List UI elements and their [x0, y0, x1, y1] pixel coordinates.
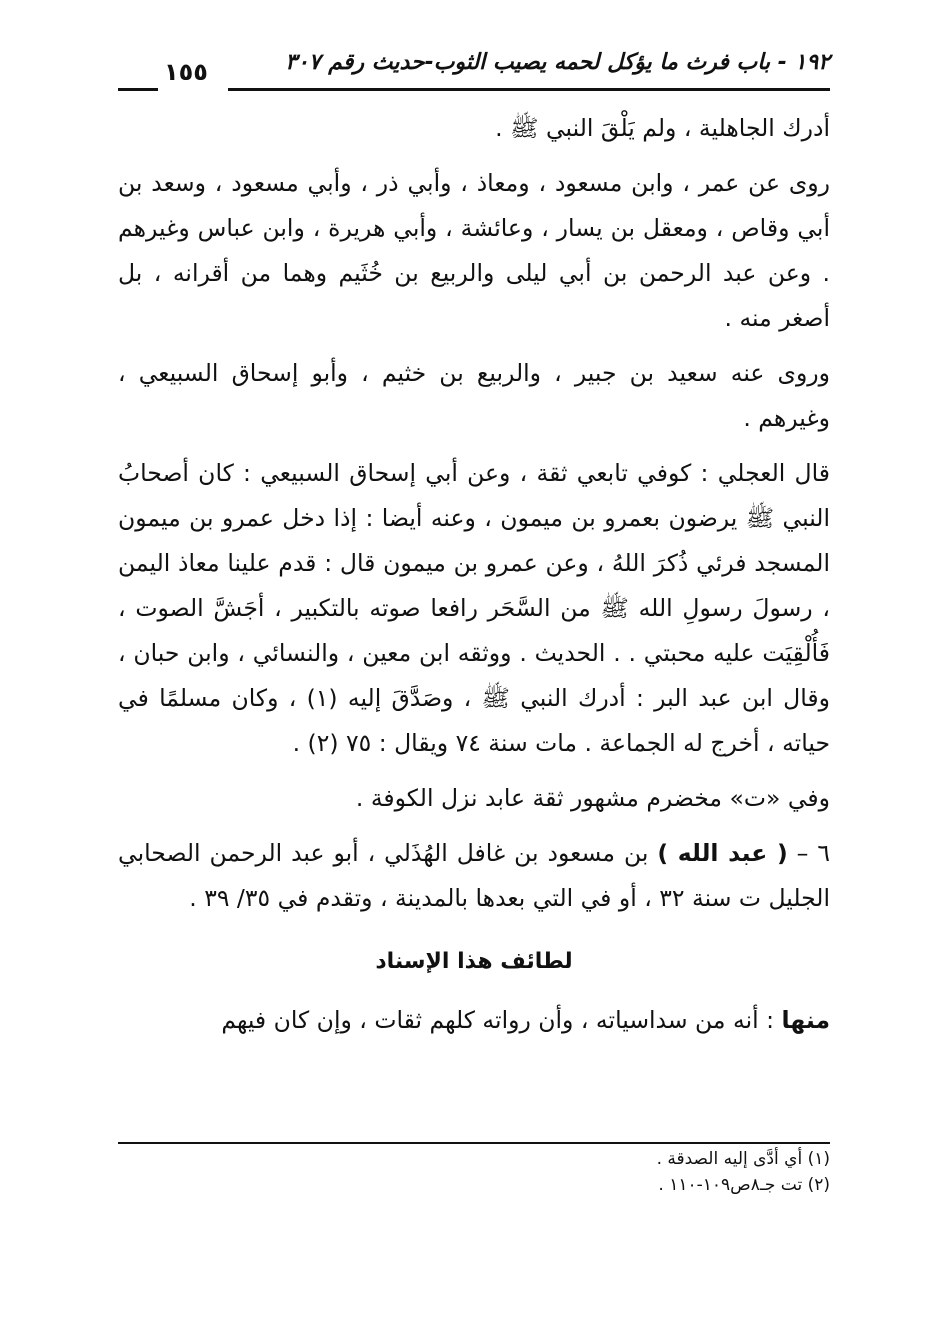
paragraph-7 [118, 998, 830, 1043]
paragraph-1: أدرك الجاهلية ، ولم يَلْقَ النبي ﷺ . [495, 114, 830, 142]
paragraph-7-text: : أنه من سداسياته ، وأن رواته كلهم ثقات ، وإن كان فيهم [221, 1006, 782, 1034]
paragraph-4: قال العجلي : كوفي تابعي ثقة ، وعن أبي إسحاق السبيعي : كان أصحابُ النبي ﷺ يرضون بعمرو بن ميمون ، وعنه أيضا : إذا دخل عمرو بن ميمون المسجد فرئي ذُكرَ اللهُ ، وعن عمرو بن ميمون قال : قدم علينا معاذ اليمن ، رسولَ رسولِ الله ﷺ من السَّحَر رافعا صوته بالتكبير ، أجَشَّ الصوت ، فَأُلْقِيَت عليه محبتي . . الحديث . ووثقه ابن معين ، والنسائي ، وابن حبان ، وقال ابن عبد البر : أدرك النبي ﷺ ، وصَدَّقَ إليه (١) ، وكان مسلمًا في حياته ، أخرج له الجماعة . مات سنة ٧٤ ويقال : ٧٥ (٢) . [118, 459, 830, 757]
body-text [118, 106, 830, 1053]
running-header [118, 50, 830, 94]
paragraph-6-text: بن مسعود بن غافل الهُذَلي ، أبو عبد الرحمن الصحابي الجليل ت سنة ٣٢ ، أو في التي بعدها بالمدينة ، وتقدم في ٣٥/ ٣٩ . [118, 839, 830, 912]
paragraph-2: روى عن عمر ، وابن مسعود ، ومعاذ ، وأبي ذر ، وأبي مسعود ، وسعد بن أبي وقاص ، ومعقل بن يسار ، وعائشة ، وأبي هريرة ، وابن عباس وغيرهم . وعن عبد الرحمن بن أبي ليلى والربيع بن خُثَيم وهما من أقرانه ، بل أصغر منه . [118, 169, 830, 332]
header-rule [228, 88, 830, 91]
footnotes [118, 1146, 830, 1198]
paragraph-6-number: ٦ – [787, 839, 831, 867]
paragraph-7-lead: منها [781, 1006, 830, 1034]
footnote-1: (١) أي أدَّى إليه الصدقة . [656, 1149, 830, 1169]
paragraph-3: وروى عنه سعيد بن جبير ، والربيع بن خثيم ، وأبو إسحاق السبيعي ، وغيرهم . [118, 359, 830, 432]
header-title: ١٩٢ - باب فرث ما يؤكل لحمه يصيب الثوب-حديث رقم ٣٠٧ [285, 50, 830, 75]
page-number: ١٥٥ [164, 58, 208, 86]
footnote-rule [118, 1142, 830, 1144]
section-title: لطائف هذا الإسناد [375, 949, 573, 974]
paragraph-6 [118, 831, 830, 921]
paragraph-5: وفي «ت» مخضرم مشهور ثقة عابد نزل الكوفة . [355, 784, 830, 812]
header-dash [118, 88, 158, 91]
narrator-name: ( عبد الله ) [657, 839, 788, 867]
footnote-2: (٢) تت جـ٨ص١٠٩-١١٠ . [658, 1175, 830, 1195]
